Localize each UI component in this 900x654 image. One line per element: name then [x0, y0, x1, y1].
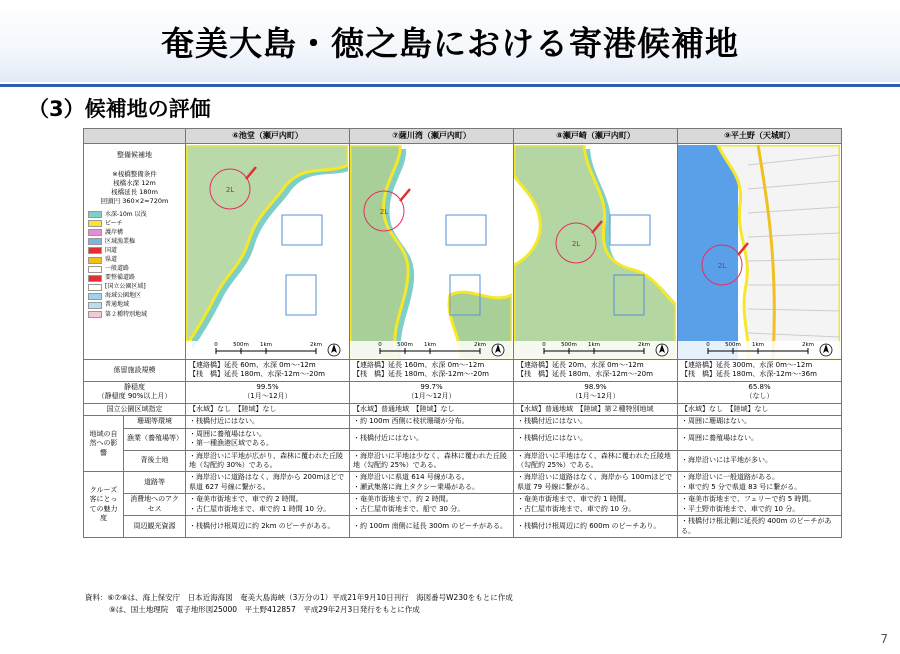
legend-swatch — [88, 293, 102, 300]
cell: ・桟橋付近にはない。 — [186, 416, 350, 428]
legend-label: 第２種特別地域 — [105, 310, 148, 318]
title-divider — [0, 84, 900, 87]
legend-label: 海域公園地区 — [105, 292, 142, 300]
source-line: 資料：⑥⑦⑧は、海上保安庁 日本近海海図 奄美大島海峡（3万分の1）平成21年9月10日刊行 海図番号W230をもとに作成 — [85, 593, 513, 602]
cell: ・海岸沿いに道路はなく、海岸から 100mほどで県道 79 号線に繋がる。 — [514, 472, 678, 494]
cell: ・約 100m 西側に枝状珊瑚が分布。 — [350, 416, 514, 428]
scale-label: 1km — [751, 341, 765, 348]
header-corner — [84, 129, 186, 144]
legend-item — [88, 311, 181, 319]
legend-conditions-title: ※桟橋整備条件 — [112, 170, 157, 179]
cell: ・桟橋付け根周辺に約 600m のビーチあり。 — [514, 516, 678, 538]
scale-label: 500m — [561, 341, 577, 348]
legend-label: [国立公園区域] — [105, 283, 146, 291]
map-hetono — [678, 144, 842, 360]
cell: ・海岸沿いに県道 614 号線がある。 ・瀬武集落に海上タクシー乗場がある。 — [350, 472, 514, 494]
group-label: 地域の自然への影響 — [84, 416, 124, 472]
cell: ・海岸沿いに一般道路がある。 ・車で約 5 分で県道 83 号に繋がる。 — [678, 472, 842, 494]
candidate-header: ⑨平土野（天城町） — [678, 129, 842, 144]
cell: 98.9% （1月〜12月） — [514, 381, 678, 403]
legend-swatch — [88, 311, 102, 318]
row-label: 道路等 — [124, 472, 186, 494]
legend-item — [88, 220, 181, 228]
appeal-row — [84, 472, 842, 494]
scale-label: 2km — [309, 341, 323, 348]
cell: ・桟橋付近にはない。 — [350, 428, 514, 450]
candidate-header: ⑦薩川湾（瀬戸内町） — [350, 129, 514, 144]
map-image — [350, 145, 512, 359]
scale-label: 0 — [378, 341, 382, 348]
cell: ・海岸沿いには平地が多い。 — [678, 450, 842, 472]
impact-row — [84, 428, 842, 450]
cell: 【連絡橋】延長 160m、水深 0m〜-12m 【桟 橋】延長 180m、水深-12m〜-20m — [350, 360, 514, 382]
legend-swatch — [88, 220, 102, 227]
source-note — [85, 592, 513, 615]
legend-swatch — [88, 266, 102, 273]
legend-item — [88, 247, 181, 255]
scale-label: 1km — [423, 341, 437, 348]
legend-label: 普通地域 — [105, 301, 130, 309]
cell: ・海岸沿いに平地が広がり、森林に覆われた丘陵地（勾配約 30%）である。 — [186, 450, 350, 472]
appeal-row — [84, 494, 842, 516]
cell: 99.7% （1月〜12月） — [350, 381, 514, 403]
cell: ・桟橋付け根北側に延長約 400m のビーチがある。 — [678, 516, 842, 538]
legend-item — [88, 229, 181, 237]
row-label: 静穏度 （静穏度 90%以上月） — [84, 381, 186, 403]
page-number: 7 — [880, 632, 888, 646]
cell: 【水域】普通地域 【陸域】第２種特別地域 — [514, 403, 678, 415]
cell: ・奄美市街地まで、フェリーで約 5 時間。 ・平土野市街地まで、車で約 10 分。 — [678, 494, 842, 516]
cell: ・周囲に養殖場はない。 — [678, 428, 842, 450]
legend-label: 区域漁業権 — [105, 237, 136, 245]
cell: ・桟橋付け根周辺に約 2km のビーチがある。 — [186, 516, 350, 538]
legend-item — [88, 211, 181, 219]
map-canvas — [678, 145, 841, 359]
impact-row — [84, 416, 842, 428]
legend-item — [88, 283, 181, 291]
cell: 【連絡橋】延長 300m、水深 0m〜-12m 【桟 橋】延長 180m、水深-12m〜-36m — [678, 360, 842, 382]
legend-item — [88, 301, 181, 309]
scale-label: 500m — [233, 341, 249, 348]
cell: 【連絡橋】延長 60m、水深 0m〜-12m 【桟 橋】延長 180m、水深-12m〜-20m — [186, 360, 350, 382]
cell: ・海岸沿いに平地はなく、森林に覆われた丘陵地（勾配約 25%）である。 — [514, 450, 678, 472]
row-label: 係留施設規模 — [84, 360, 186, 382]
scale-label: 1km — [259, 341, 273, 348]
legend-condition: 回頭円 360×2=720m — [100, 196, 169, 205]
legend-label: 県道 — [105, 255, 118, 263]
map-image — [186, 145, 348, 359]
map-canvas — [186, 145, 349, 359]
cell: ・奄美市街地まで、車で約 1 時間。 ・古仁屋市街地まで、車で約 10 分。 — [514, 494, 678, 516]
scale-label: 0 — [542, 341, 546, 348]
impact-row — [84, 450, 842, 472]
table-header-row — [84, 129, 842, 144]
map-ikedo — [186, 144, 350, 360]
candidate-header: ⑧瀬戸崎（瀬戸内町） — [514, 129, 678, 144]
cell: 【水域】なし 【陸域】なし — [186, 403, 350, 415]
cell: ・海岸沿いに平地は少なく、森林に覆われた丘陵地（勾配約 25%）である。 — [350, 450, 514, 472]
park-row — [84, 403, 842, 415]
legend-swatch — [88, 229, 102, 236]
scale-label: 1km — [587, 341, 601, 348]
facility-row — [84, 360, 842, 382]
cell: 【水域】なし 【陸域】なし — [678, 403, 842, 415]
cell: 65.8% （なし） — [678, 381, 842, 403]
page-title: 奄美大島・徳之島における寄港候補地 — [161, 24, 739, 63]
legend-label: 要整備道路 — [105, 274, 136, 282]
legend-item — [88, 292, 181, 300]
legend-swatch — [88, 284, 102, 291]
row-label: 国立公園区域指定 — [84, 403, 186, 415]
legend-label: 国道 — [105, 246, 118, 254]
evaluation-table — [83, 128, 842, 538]
legend-heading: 整備候補地 — [117, 151, 152, 159]
turning-circle-label: 2L — [225, 185, 235, 194]
calm-row — [84, 381, 842, 403]
map-legend — [84, 144, 186, 360]
scale-label: 0 — [706, 341, 710, 348]
cell: 99.5% （1月〜12月） — [186, 381, 350, 403]
group-label: クルーズ客にとっての魅力度 — [84, 472, 124, 538]
scale-label: 500m — [397, 341, 413, 348]
turning-circle-label: 2L — [379, 207, 389, 216]
section-subtitle: （3）候補地の評価 — [28, 97, 211, 121]
legend-condition: 桟橋水深 12m — [113, 179, 156, 188]
scale-label: 2km — [473, 341, 487, 348]
cell: ・海岸沿いに道路はなく、海岸から 200mほどで県道 627 号線に繋がる。 — [186, 472, 350, 494]
legend-label: 一般道路 — [105, 265, 130, 273]
map-canvas — [350, 145, 513, 359]
row-label: 消費地へのアクセス — [124, 494, 186, 516]
cell: 【水域】普通地域 【陸域】なし — [350, 403, 514, 415]
cell: ・桟橋付近にはない。 — [514, 416, 678, 428]
source-line: ⑨は、国土地理院 電子地形図25000 平土野412857 平成29年2月3日発行をもとに作成 — [109, 604, 420, 614]
legend-swatch — [88, 257, 102, 264]
cell: ・周囲に養殖場はない。 ・第一種漁港区域である。 — [186, 428, 350, 450]
map-image — [514, 145, 676, 359]
legend-label: 護岸構 — [105, 228, 124, 236]
legend-item — [88, 238, 181, 246]
legend-swatch — [88, 211, 102, 218]
legend-swatch — [88, 247, 102, 254]
candidate-header: ⑥池堂（瀬戸内町） — [186, 129, 350, 144]
legend-label: 水深-10m 以浅 — [105, 210, 147, 218]
row-label: 背後土地 — [124, 450, 186, 472]
legend-items — [88, 211, 181, 319]
map-satsukawa — [350, 144, 514, 360]
cell: ・奄美市街地まで、約 2 時間。 ・古仁屋市街地まで、船で 30 分。 — [350, 494, 514, 516]
map-image — [678, 145, 840, 359]
cell: ・周囲に珊瑚はない。 — [678, 416, 842, 428]
cell: 【連絡橋】延長 20m、水深 0m〜-12m 【桟 橋】延長 180m、水深-12m〜-20m — [514, 360, 678, 382]
cell: ・奄美市街地まで、車で約 2 時間。 ・古仁屋市街地まで、車で約 1 時間 10 分。 — [186, 494, 350, 516]
legend-swatch — [88, 302, 102, 309]
appeal-row — [84, 516, 842, 538]
scale-label: 0 — [214, 341, 218, 348]
scale-label: 2km — [637, 341, 651, 348]
legend-swatch — [88, 238, 102, 245]
legend-item — [88, 274, 181, 282]
legend-swatch — [88, 275, 102, 282]
map-row — [84, 144, 842, 360]
row-label: 珊瑚等環境 — [124, 416, 186, 428]
cell: ・桟橋付近にはない。 — [514, 428, 678, 450]
legend-item — [88, 265, 181, 273]
legend-label: ビーチ — [105, 219, 123, 227]
evaluation-table-wrapper — [83, 128, 841, 588]
sea-area — [678, 145, 738, 359]
turning-circle-label: 2L — [571, 239, 581, 248]
legend-condition: 桟橋延長 180m — [111, 187, 158, 196]
legend-item — [88, 256, 181, 264]
scale-label: 500m — [725, 341, 741, 348]
scale-label: 2km — [801, 341, 815, 348]
row-label: 周辺観光資源 — [124, 516, 186, 538]
cell: ・約 100m 南側に延長 300m のビーチがある。 — [350, 516, 514, 538]
row-label: 漁業（養殖場等） — [124, 428, 186, 450]
map-canvas — [514, 145, 677, 359]
turning-circle-label: 2L — [717, 261, 727, 270]
map-setozaki — [514, 144, 678, 360]
